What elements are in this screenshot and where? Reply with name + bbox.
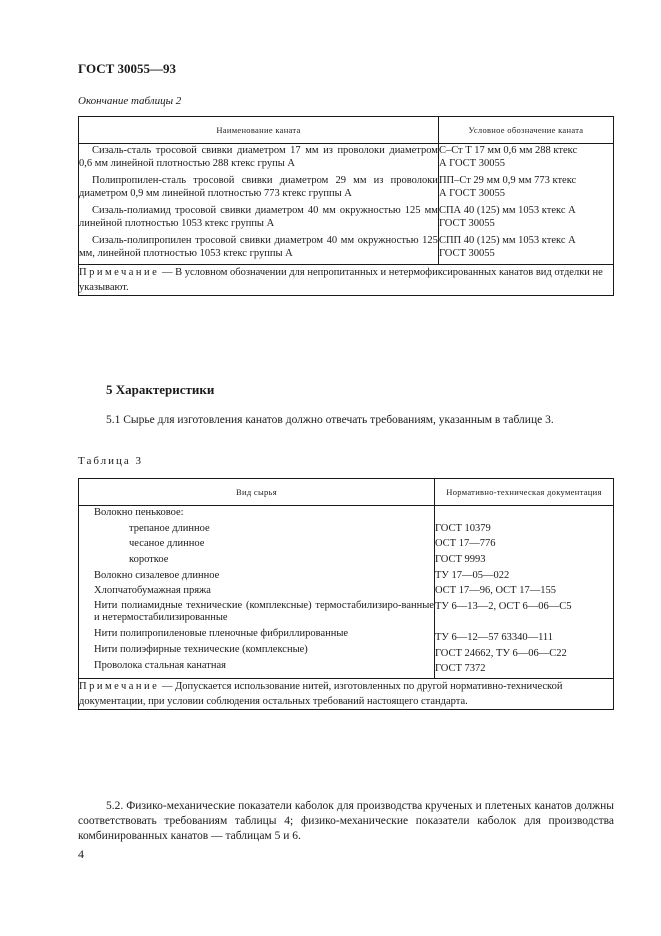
table2-note bbox=[79, 265, 614, 296]
table3-material: Хлопчатобумажная пряжа bbox=[94, 585, 211, 597]
table2-code-line: ГОСТ 30055 bbox=[438, 218, 495, 229]
section-5-title: 5 Характеристики bbox=[106, 382, 215, 397]
table3-doc: ОСТ 17—96, ОСТ 17—155 bbox=[434, 585, 556, 597]
table2-body-row bbox=[79, 144, 614, 265]
table3-materials-cell bbox=[79, 506, 435, 679]
table3-caption: Таблица 3 bbox=[78, 455, 144, 467]
table2 bbox=[78, 116, 614, 296]
table2-row-name: Полипропилен-сталь тросовой свивки диаметром 29 мм из проволоки диаметром 0,9 мм линейной плотностью 773 ктекс группы А bbox=[79, 175, 438, 199]
table3-doc: ОСТ 17—776 bbox=[434, 538, 496, 550]
document-header: ГОСТ 30055—93 bbox=[78, 61, 177, 76]
table2-note-label: Примечание bbox=[79, 267, 160, 278]
table3-material: Нити полиэфирные технические (комплексные) bbox=[94, 643, 308, 655]
table2-col-code-header: Условное обозначение каната bbox=[438, 117, 613, 144]
table3-doc bbox=[435, 506, 613, 522]
table3-doc: ТУ 6—12—57 63340—111 bbox=[434, 631, 554, 643]
table2-row-code bbox=[439, 174, 613, 200]
table2-code-line: ПП–Ст 29 мм 0,9 мм 773 ктекс bbox=[438, 175, 577, 186]
table2-code-line: СПА 40 (125) мм 1053 ктекс А bbox=[438, 205, 576, 216]
table3-note-row bbox=[79, 678, 614, 709]
table2-note-row bbox=[79, 265, 614, 296]
table3-material: Волокно сизалевое длинное bbox=[94, 569, 220, 581]
table3-material: трепаное длинное bbox=[129, 522, 210, 534]
table2-row-name: Сизаль-полиамид тросовой свивки диаметром 40 мм окружностью 125 мм линейной плотностью 1053 ктекс группы А bbox=[79, 205, 438, 229]
table2-row-code bbox=[439, 234, 613, 260]
table2-note-text: — В условном обозначении для непропитанных и нетермофиксированных канатов вид отделки не указывают. bbox=[79, 267, 603, 293]
table2-codes-cell bbox=[438, 144, 613, 265]
table2-row-code bbox=[439, 204, 613, 230]
table3-note-label: Примечание bbox=[79, 680, 160, 692]
table3-doc: ГОСТ 9993 bbox=[434, 554, 486, 566]
page-number: 4 bbox=[78, 847, 84, 861]
table3-material: Нити полиамидные технические (комплексные) термостабилизиро-ванные и нетермостабилизированные bbox=[94, 600, 434, 624]
table2-header-row bbox=[79, 117, 614, 144]
table3-header-row bbox=[79, 479, 614, 506]
table3-col-material-header: Вид сырья bbox=[79, 479, 435, 506]
table2-code-line: С–Ст Т 17 мм 0,6 мм 288 ктекс bbox=[438, 145, 578, 156]
table3-doc: ТУ 17—05—022 bbox=[434, 569, 510, 581]
table3-doc: ГОСТ 10379 bbox=[434, 522, 491, 534]
table2-code-line: А ГОСТ 30055 bbox=[438, 158, 505, 169]
table2-col-name-header: Наименование каната bbox=[79, 117, 439, 144]
paragraph-5-1: 5.1 Сырье для изготовления канатов должно отвечать требованиям, указанным в таблице 3. bbox=[106, 414, 554, 426]
table2-code-line: А ГОСТ 30055 bbox=[438, 188, 505, 199]
table2-row-code bbox=[439, 144, 613, 170]
table3-doc: ГОСТ 24662, ТУ 6—06—С22 bbox=[434, 647, 567, 659]
table2-names-cell bbox=[79, 144, 439, 265]
table2-continuation-caption: Окончание таблицы 2 bbox=[78, 95, 182, 107]
table3-material: Волокно пеньковое: bbox=[94, 507, 184, 518]
table3-material: Нити полипропиленовые пленочные фибриллированные bbox=[94, 628, 349, 640]
table2-row-name: Сизаль-полипропилен тросовой свивки диаметром 40 мм окружностью 125 мм, линейной плотностью 1053 ктекс группы А bbox=[79, 235, 438, 259]
table3-doc: ГОСТ 7372 bbox=[434, 663, 486, 675]
table2-row-name: Сизаль-сталь тросовой свивки диаметром 17 мм из проволоки диаметром 0,6 мм линейной плотностью 288 ктекс групы А bbox=[79, 145, 438, 169]
table3-col-doc-header: Нормативно-техническая документация bbox=[434, 479, 613, 506]
table3-material: чесаное длинное bbox=[129, 538, 205, 550]
table3-material: Проволока стальная канатная bbox=[94, 659, 226, 671]
paragraph-5-2: 5.2. Физико-механические показатели каболок для производства крученых и плетеных канатов должны соответствовать требованиям таблицы 4; физико-механические показатели каболок для производства комбинированных канатов — таблицам 5 и 6. bbox=[78, 800, 614, 842]
table2-code-line: СПП 40 (125) мм 1053 ктекс А bbox=[438, 235, 576, 246]
table3-note-text: — Допускается использование нитей, изготовленных по другой нормативно-технической документации, при условии соблюдения остальных требований настоящего стандарта. bbox=[79, 680, 563, 707]
table2-code-line: ГОСТ 30055 bbox=[438, 248, 495, 259]
table3-docs-cell bbox=[434, 506, 613, 679]
table3-body-row bbox=[79, 506, 614, 679]
table3-material: короткое bbox=[129, 554, 169, 566]
table3 bbox=[78, 478, 614, 710]
table3-note bbox=[79, 678, 614, 709]
table3-doc: ТУ 6—13—2, ОСТ 6—06—С5 bbox=[434, 601, 572, 613]
